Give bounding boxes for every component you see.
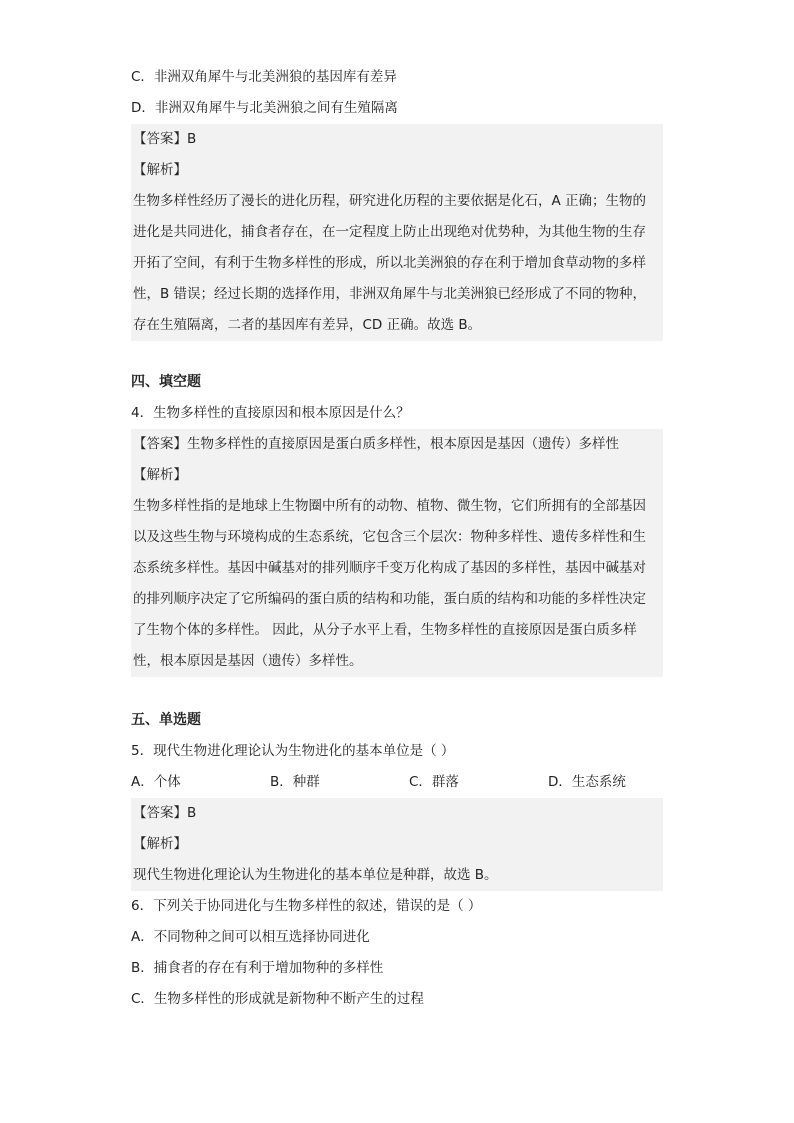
section5-title: 五、单选题 bbox=[131, 712, 201, 728]
q3-option-c: C．非洲双角犀牛与北美洲狼的基因库有差异 bbox=[131, 69, 397, 85]
q4-analysis-line: 了生物个体的多样性。 因此，从分子水平上看，生物多样性的直接原因是蛋白质多样 bbox=[133, 622, 637, 638]
q3-analysis-text bbox=[131, 186, 663, 341]
q5-option-b: B．种群 bbox=[270, 774, 320, 790]
q4-analysis-line: 生物多样性指的是地球上生物圈中所有的动物、植物、微生物，它们所拥有的全部基因 bbox=[133, 498, 646, 514]
q3-answer-block bbox=[131, 124, 663, 186]
q3-analysis-line: 性，B 错误；经过长期的选择作用，非洲双角犀牛与北美洲狼已经形成了不同的物种， bbox=[133, 286, 647, 302]
q3-analysis-line: 存在生殖隔离，二者的基因库有差异，CD 正确。故选 B。 bbox=[133, 317, 482, 333]
q5-question: 5．现代生物进化理论认为生物进化的基本单位是（ ） bbox=[131, 743, 455, 759]
q5-option-d: D．生态系统 bbox=[548, 774, 626, 790]
q3-answer: 【答案】B bbox=[133, 131, 197, 147]
q4-answer-block bbox=[131, 429, 663, 491]
q3-analysis-line: 进化是共同进化，捕食者存在，在一定程度上防止出现绝对优势种，为其他生物的生存 bbox=[133, 224, 646, 240]
q5-options bbox=[131, 767, 663, 798]
q3-option-d: D．非洲双角犀牛与北美洲狼之间有生殖隔离 bbox=[131, 100, 398, 116]
q4-analysis-line: 态系统多样性。基因中碱基对的排列顺序千变万化构成了基因的多样性，基因中碱基对 bbox=[133, 560, 646, 576]
q4-analysis-label: 【解析】 bbox=[133, 467, 187, 483]
q5-option-c: C．群落 bbox=[409, 774, 459, 790]
q5-option-a: A．个体 bbox=[131, 774, 181, 790]
q6-option-b: B．捕食者的存在有利于增加物种的多样性 bbox=[131, 960, 384, 976]
q5-answer-block bbox=[131, 798, 663, 891]
q4-analysis-line: 性，根本原因是基因（遗传）多样性。 bbox=[133, 653, 363, 669]
q4-analysis-line: 以及这些生物与环境构成的生态系统，它包含三个层次：物种多样性、遗传多样性和生 bbox=[133, 529, 646, 545]
q3-analysis-line: 生物多样性经历了漫长的进化历程，研究进化历程的主要依据是化石，A 正确；生物的 bbox=[133, 193, 647, 209]
q6-question: 6．下列关于协同进化与生物多样性的叙述，错误的是（ ） bbox=[131, 898, 482, 914]
q6-option-c: C．生物多样性的形成就是新物种不断产生的过程 bbox=[131, 991, 424, 1007]
section4-title: 四、填空题 bbox=[131, 374, 201, 390]
q4-analysis-line: 的排列顺序决定了它所编码的蛋白质的结构和功能，蛋白质的结构和功能的多样性决定 bbox=[133, 591, 646, 607]
q4-answer: 【答案】生物多样性的直接原因是蛋白质多样性，根本原因是基因（遗传）多样性 bbox=[133, 436, 619, 452]
q4-analysis-text bbox=[131, 491, 663, 677]
q5-analysis-label: 【解析】 bbox=[133, 836, 187, 852]
q6-option-a: A．不同物种之间可以相互选择协同进化 bbox=[131, 929, 370, 945]
q3-analysis-label: 【解析】 bbox=[133, 162, 187, 178]
q5-analysis-text: 现代生物进化理论认为生物进化的基本单位是种群，故选 B。 bbox=[133, 867, 498, 883]
q5-answer: 【答案】B bbox=[133, 805, 197, 821]
q3-analysis-line: 开拓了空间，有利于生物多样性的形成，所以北美洲狼的存在利于增加食草动物的多样 bbox=[133, 255, 646, 271]
document-page bbox=[131, 62, 663, 1015]
q4-question: 4．生物多样性的直接原因和根本原因是什么？ bbox=[131, 405, 410, 421]
